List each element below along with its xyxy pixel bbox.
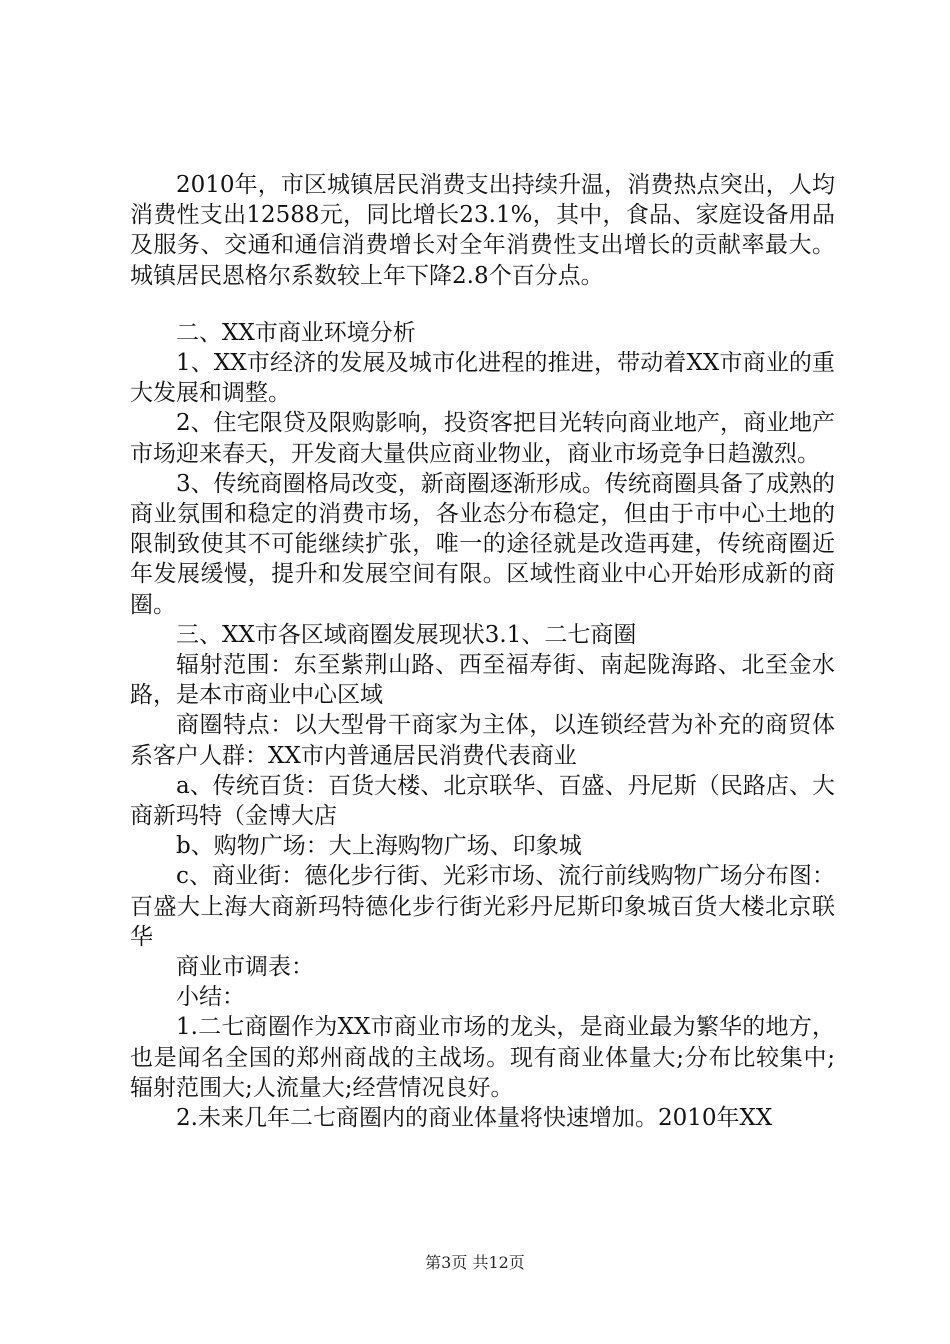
paragraph-summary-1: 1.二七商圈作为XX市商业市场的龙头，是商业最为繁华的地方，也是闻名全国的郑州商战的主战场。现有商业体量大;分布比较集中;辐射范围大;人流量大;经营情况良好。 — [130, 1014, 835, 1101]
paragraph-radiation-range: 辐射范围：东至紫荆山路、西至福寿街、南起陇海路、北至金水路，是本市商业中心区域 — [130, 652, 835, 709]
paragraph-housing-policy: 2、住宅限贷及限购影响，投资客把目光转向商业地产，商业地产市场迎来春天，开发商大量供应商业物业，商业市场竞争日趋激烈。 — [130, 410, 835, 467]
paragraph-economy: 1、XX市经济的发展及城市化进程的推进，带动着XX市商业的重大发展和调整。 — [130, 350, 835, 407]
paragraph-shopping-plazas: b、购物广场：大上海购物广场、印象城 — [176, 833, 582, 860]
paragraph-summary-2: 2.未来几年二七商圈内的商业体量将快速增加。2010年XX — [176, 1105, 773, 1132]
paragraph-consumption: 2010年，市区城镇居民消费支出持续升温，消费热点突出，人均消费性支出12588元，同比增长23.1%，其中，食品、家庭设备用品及服务、交通和通信消费增长对全年消费性支出增长的贡献率最大。城镇居民恩格尔系数较上年下降2.8个百分点。 — [130, 172, 835, 289]
heading-business-environment: 二、XX市商业环境分析 — [176, 319, 416, 346]
document-body — [130, 170, 835, 1133]
paragraph-department-stores: a、传统百货：百货大楼、北京联华、百盛、丹尼斯（民路店、大商新玛特（金博大店 — [130, 772, 835, 830]
paragraph-circle-features: 商圈特点：以大型骨干商家为主体，以连锁经营为补充的商贸体系客户人群：XX市内普通居民消费代表商业 — [130, 712, 835, 769]
heading-district-circles: 三、XX市各区域商圈发展现状3.1、二七商圈 — [176, 621, 637, 648]
page-footer: 第3页 共12页 — [425, 1253, 525, 1272]
paragraph-commercial-streets: c、商业街：德化步行街、光彩市场、流行前线购物广场分布图：百盛大上海大商新玛特德化步行街光彩丹尼斯印象城百货大楼北京联华 — [130, 863, 835, 950]
paragraph-traditional-circle: 3、传统商圈格局改变，新商圈逐渐形成。传统商圈具备了成熟的商业氛围和稳定的消费市场，各业态分布稳定，但由于市中心土地的限制致使其不可能继续扩张，唯一的途径就是改造再建，传统商圈近年发展缓慢，提升和发展空间有限。区域性商业中心开始形成新的商圈。 — [130, 470, 835, 618]
paragraph-summary-label: 小结： — [176, 984, 245, 1011]
paragraph-survey-table: 商业市调表： — [176, 954, 314, 981]
